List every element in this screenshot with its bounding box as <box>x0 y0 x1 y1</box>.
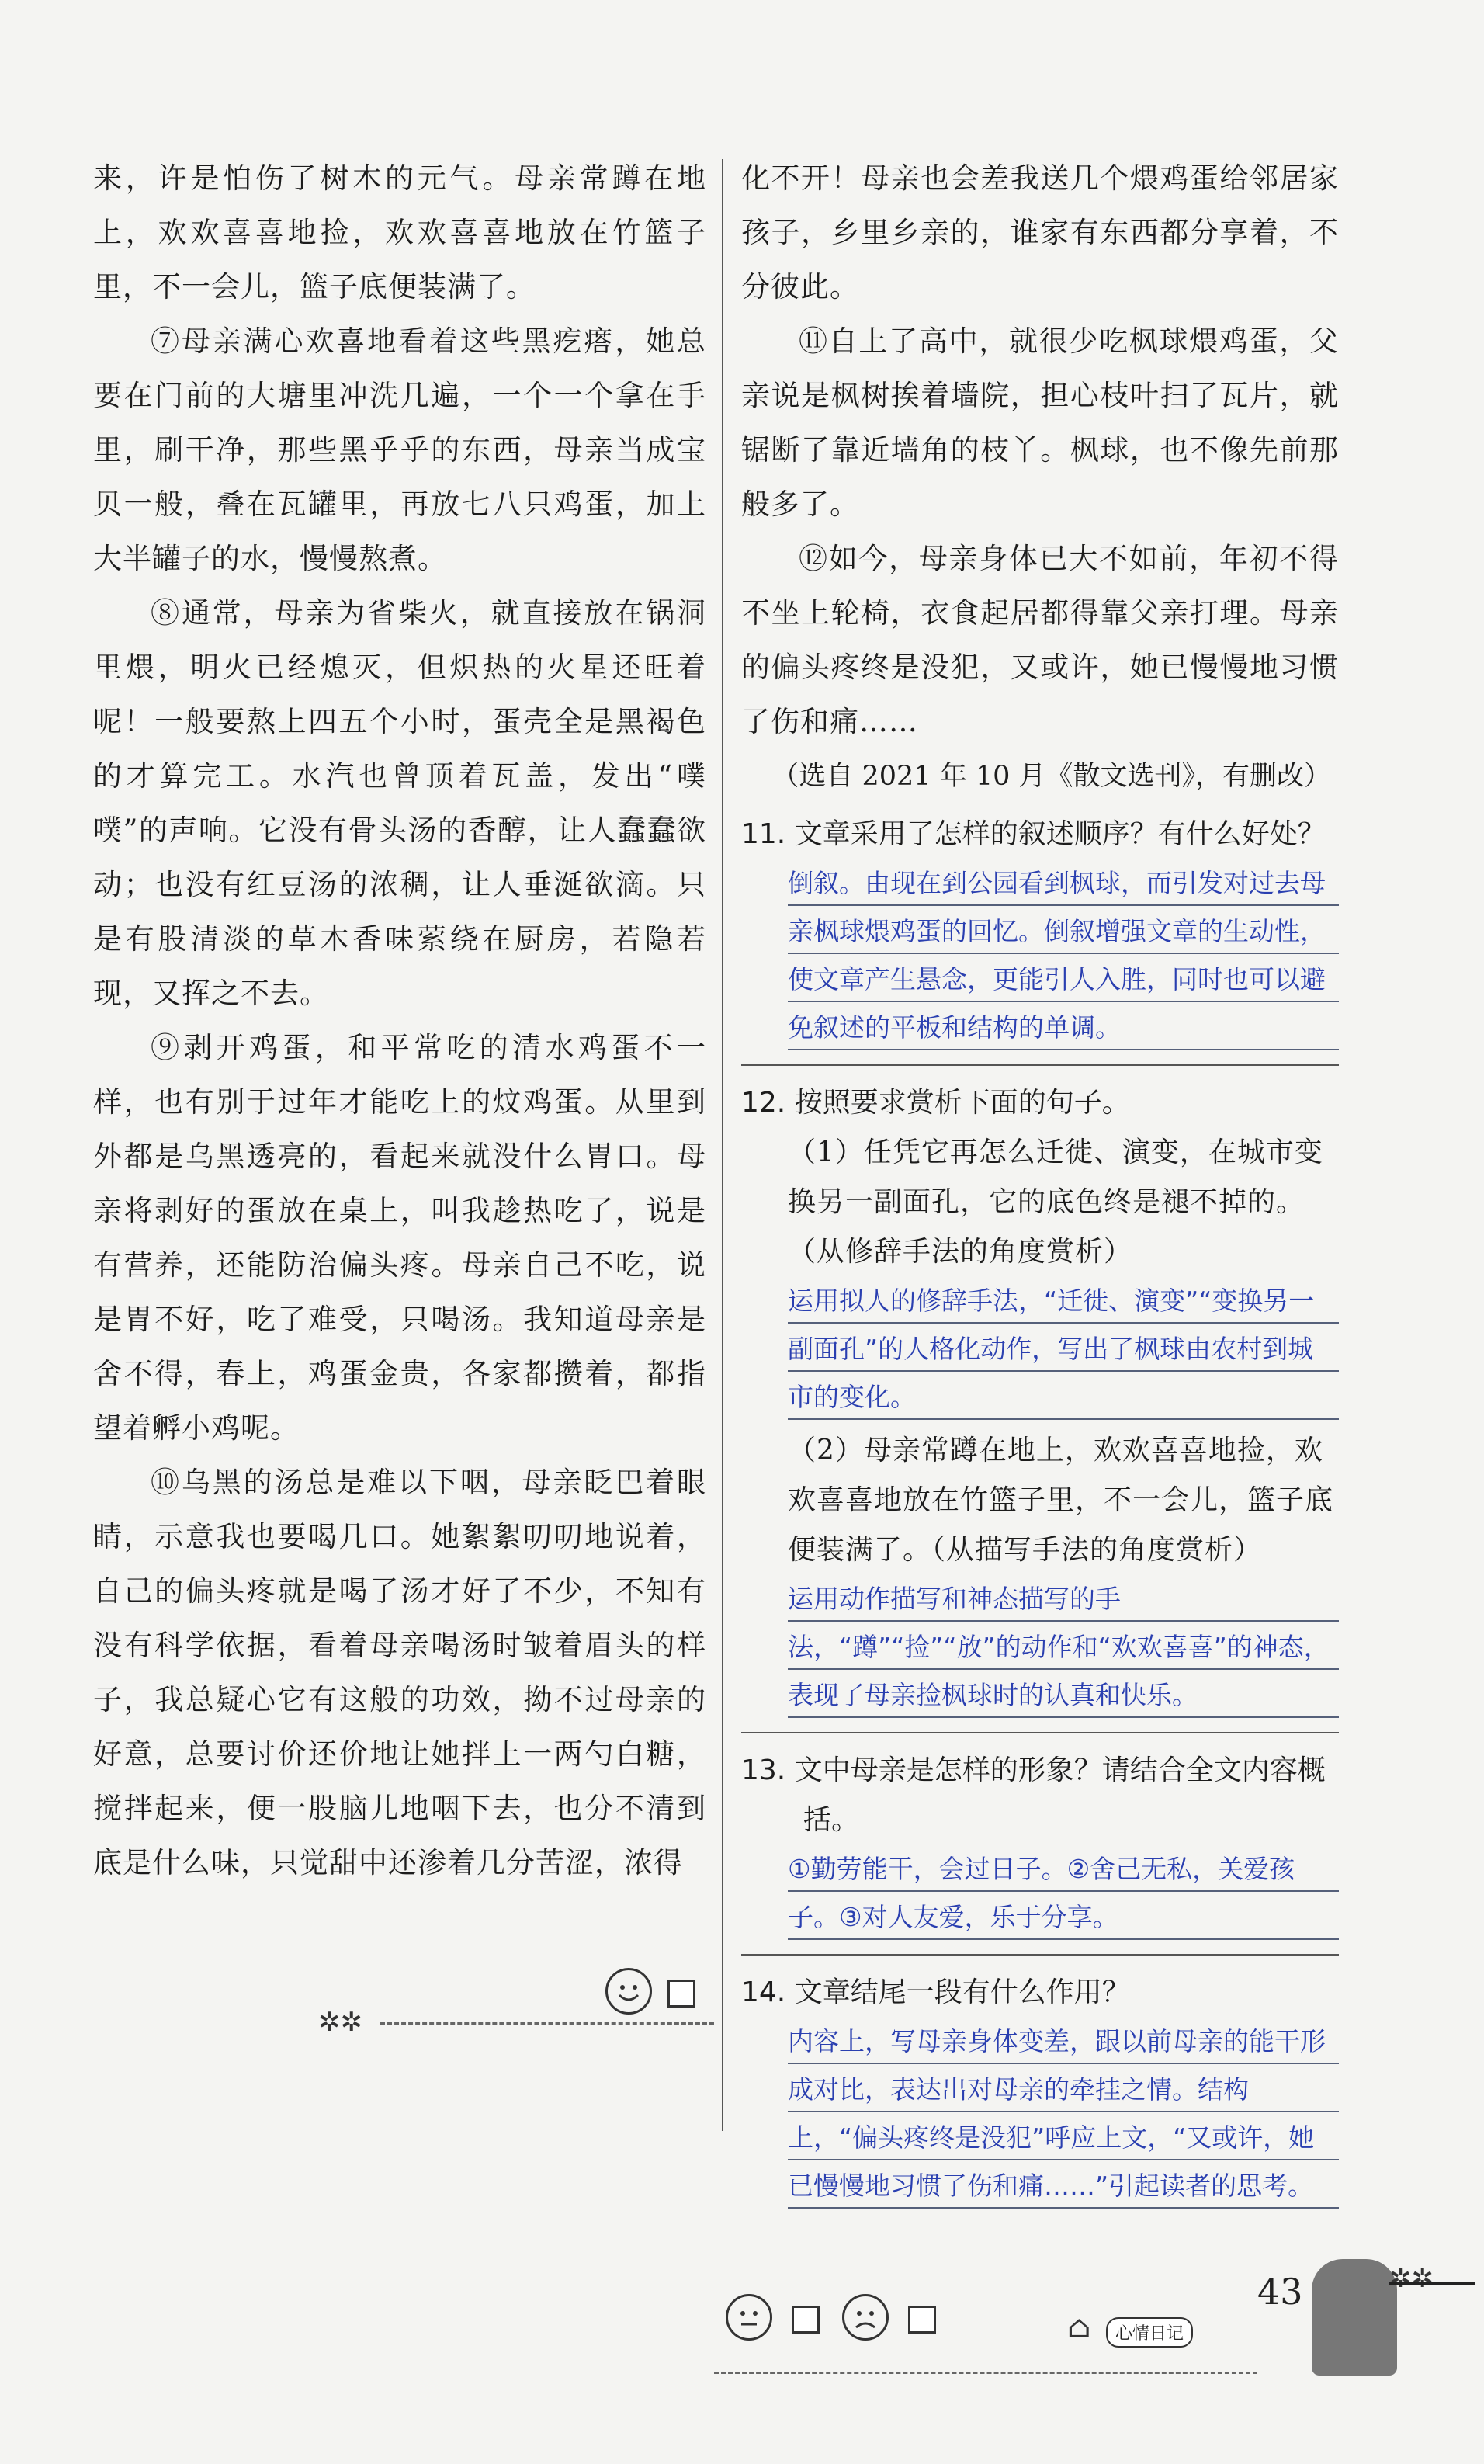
question-12-sub2: （2）母亲常蹲在地上，欢欢喜喜地捡，欢欢喜喜地放在竹篮子里，不一会儿，篮子底便装满了。（从描写手法的角度赏析） <box>788 1435 1334 1566</box>
column-divider <box>722 159 723 2131</box>
dotted-line <box>380 2022 714 2025</box>
left-column <box>93 151 706 1890</box>
right-paragraph: 化不开！母亲也会差我送几个煨鸡蛋给邻居家孩子，乡里乡亲的，谁家有东西都分享着，不分彼此。 <box>741 161 1339 304</box>
house-icon: ⌂ <box>1067 2310 1091 2345</box>
right-paragraph: ⑪自上了高中，就很少吃枫球煨鸡蛋，父亲说是枫树挨着墙院，担心枝叶扫了瓦片，就锯断了靠近墙角的枝丫。枫球，也不像先前那般多了。 <box>741 324 1339 521</box>
question-11 <box>741 810 1339 1052</box>
question-separator <box>741 1732 1339 1733</box>
left-paragraph: ⑨剥开鸡蛋，和平常吃的清水鸡蛋不一样，也有别于过年才能吃上的炆鸡蛋。从里到外都是乌黑透亮的，看起来就没什么胃口。母亲将剥好的蛋放在桌上，叫我趁热吃了，说是有营养，还能防治偏头疼。母亲自己不吃，说是胃不好，吃了难受，只喝汤。我知道母亲是舍不得，春上，鸡蛋金贵，各家都攒着，都指望着孵小鸡呢。 <box>93 1031 706 1445</box>
right-paragraphs <box>741 151 1339 749</box>
page-number: 43 <box>1257 2271 1303 2313</box>
question-12 <box>741 1078 1339 1720</box>
sad-face-glyph <box>844 2296 886 2338</box>
left-paragraph: ⑦母亲满心欢喜地看着这些黑疙瘩，她总要在门前的大塘里冲洗几遍，一个一个拿在手里，刷干净，那些黑乎乎的东西，母亲当成宝贝一般，叠在瓦罐里，再放七八只鸡蛋，加上大半罐子的水，慢慢熬煮。 <box>93 324 706 575</box>
source-citation: （选自 2021 年 10 月《散文选刊》，有删改） <box>771 761 1331 792</box>
left-paragraph: ⑩乌黑的汤总是难以下咽，母亲眨巴着眼睛，示意我也要喝几口。她絮絮叨叨地说着，自己的偏头疼就是喝了汤才好了不少，不知有没有科学依据，看着母亲喝汤时皱着眉头的样子，我总疑心它有这般的功效，拗不过母亲的好意，总要讨价还价地让她拌上一两勺白糖，搅拌起来，便一股脑儿地咽下去，也分不清到底是什么味，只觉甜中还渗着几分苦涩，浓得 <box>93 1466 706 1879</box>
sad-face-icon <box>842 2294 889 2341</box>
question-11-answer: 倒叙。由现在到公园看到枫球，而引发对过去母亲枫球煨鸡蛋的回忆。倒叙增强文章的生动性，使文章产生悬念，更能引人入胜，同时也可以避免叙述的平板和结构的单调。 <box>788 859 1339 1052</box>
question-separator <box>741 1064 1339 1066</box>
question-13-answer: ①勤劳能干，会过日子。②舍己无私，关爱孩子。③对人友爱，乐于分享。 <box>788 1845 1339 1942</box>
corner-line <box>1389 2282 1475 2285</box>
neutral-face-glyph <box>728 2296 770 2338</box>
question-separator <box>741 1954 1339 1956</box>
neutral-face-icon <box>726 2294 772 2341</box>
sun-icon: ✲✲ <box>1389 2263 1434 2294</box>
mood-checkbox[interactable] <box>792 2306 820 2334</box>
right-paragraph: ⑫如今，母亲身体已大不如前，年初不得不坐上轮椅，衣食起居都得靠父亲打理。母亲的偏头疼终是没犯，又或许，她已慢慢地习惯了伤和痛…… <box>741 542 1339 738</box>
mood-checkbox[interactable] <box>908 2306 936 2334</box>
question-14-prompt: 14. 文章结尾一段有什么作用？ <box>741 1976 1130 2008</box>
question-14 <box>741 1968 1339 2210</box>
question-11-prompt: 11. 文章采用了怎样的叙述顺序？有什么好处？ <box>741 818 1326 850</box>
question-13-prompt: 13. 文中母亲是怎样的形象？请结合全文内容概括。 <box>741 1754 1326 1836</box>
question-14-answer: 内容上，写母亲身体变差，跟以前母亲的能干形成对比，表达出对母亲的牵挂之情。结构上，“偏头疼终是没犯”呼应上文，“又或许，她已慢慢地习惯了伤和痛……”引起读者的思考。 <box>788 2018 1339 2210</box>
smiley-face-icon <box>605 1968 652 2015</box>
corner-decoration <box>1312 2259 1397 2376</box>
left-paragraph: ⑧通常，母亲为省柴火，就直接放在锅洞里煨，明火已经熄灭，但炽热的火星还旺着呢！一般要熬上四五个小时，蛋壳全是黑褐色的才算完工。水汽也曾顶着瓦盖，发出“噗噗”的声响。它没有骨头汤的香醇，让人蠢蠢欲动；也没有红豆汤的浓稠，让人垂涎欲滴。只是有股清淡的草木香味萦绕在厨房，若隐若现，又挥之不去。 <box>93 596 706 1010</box>
smiley-face-glyph <box>608 1970 650 2012</box>
question-12-answer1: 运用拟人的修辞手法，“迁徙、演变”“变换另一副面孔”的人格化动作，写出了枫球由农村到城市的变化。 <box>788 1277 1339 1421</box>
mood-checkbox[interactable] <box>667 1980 695 2008</box>
footer-dotted-line <box>714 2372 1257 2374</box>
question-12-prompt: 12. 按照要求赏析下面的句子。 <box>741 1087 1130 1119</box>
question-13 <box>741 1746 1339 1942</box>
question-12-answer2: 运用动作描写和神态描写的手法，“蹲”“捡”“放”的动作和“欢欢喜喜”的神态，表现了母亲捡枫球时的认真和快乐。 <box>788 1575 1339 1720</box>
sun-icon: ✲✲ <box>318 2007 362 2038</box>
right-column <box>741 151 1339 2215</box>
left-paragraph: 来，许是怕伤了树木的元气。母亲常蹲在地上，欢欢喜喜地捡，欢欢喜喜地放在竹篮子里，不一会儿，篮子底便装满了。 <box>93 161 706 304</box>
diary-label: 心情日记 <box>1106 2317 1193 2348</box>
question-12-sub1: （1）任凭它再怎么迁徙、演变，在城市变换另一副面孔，它的底色终是褪不掉的。（从修辞手法的角度赏析） <box>788 1137 1323 1268</box>
